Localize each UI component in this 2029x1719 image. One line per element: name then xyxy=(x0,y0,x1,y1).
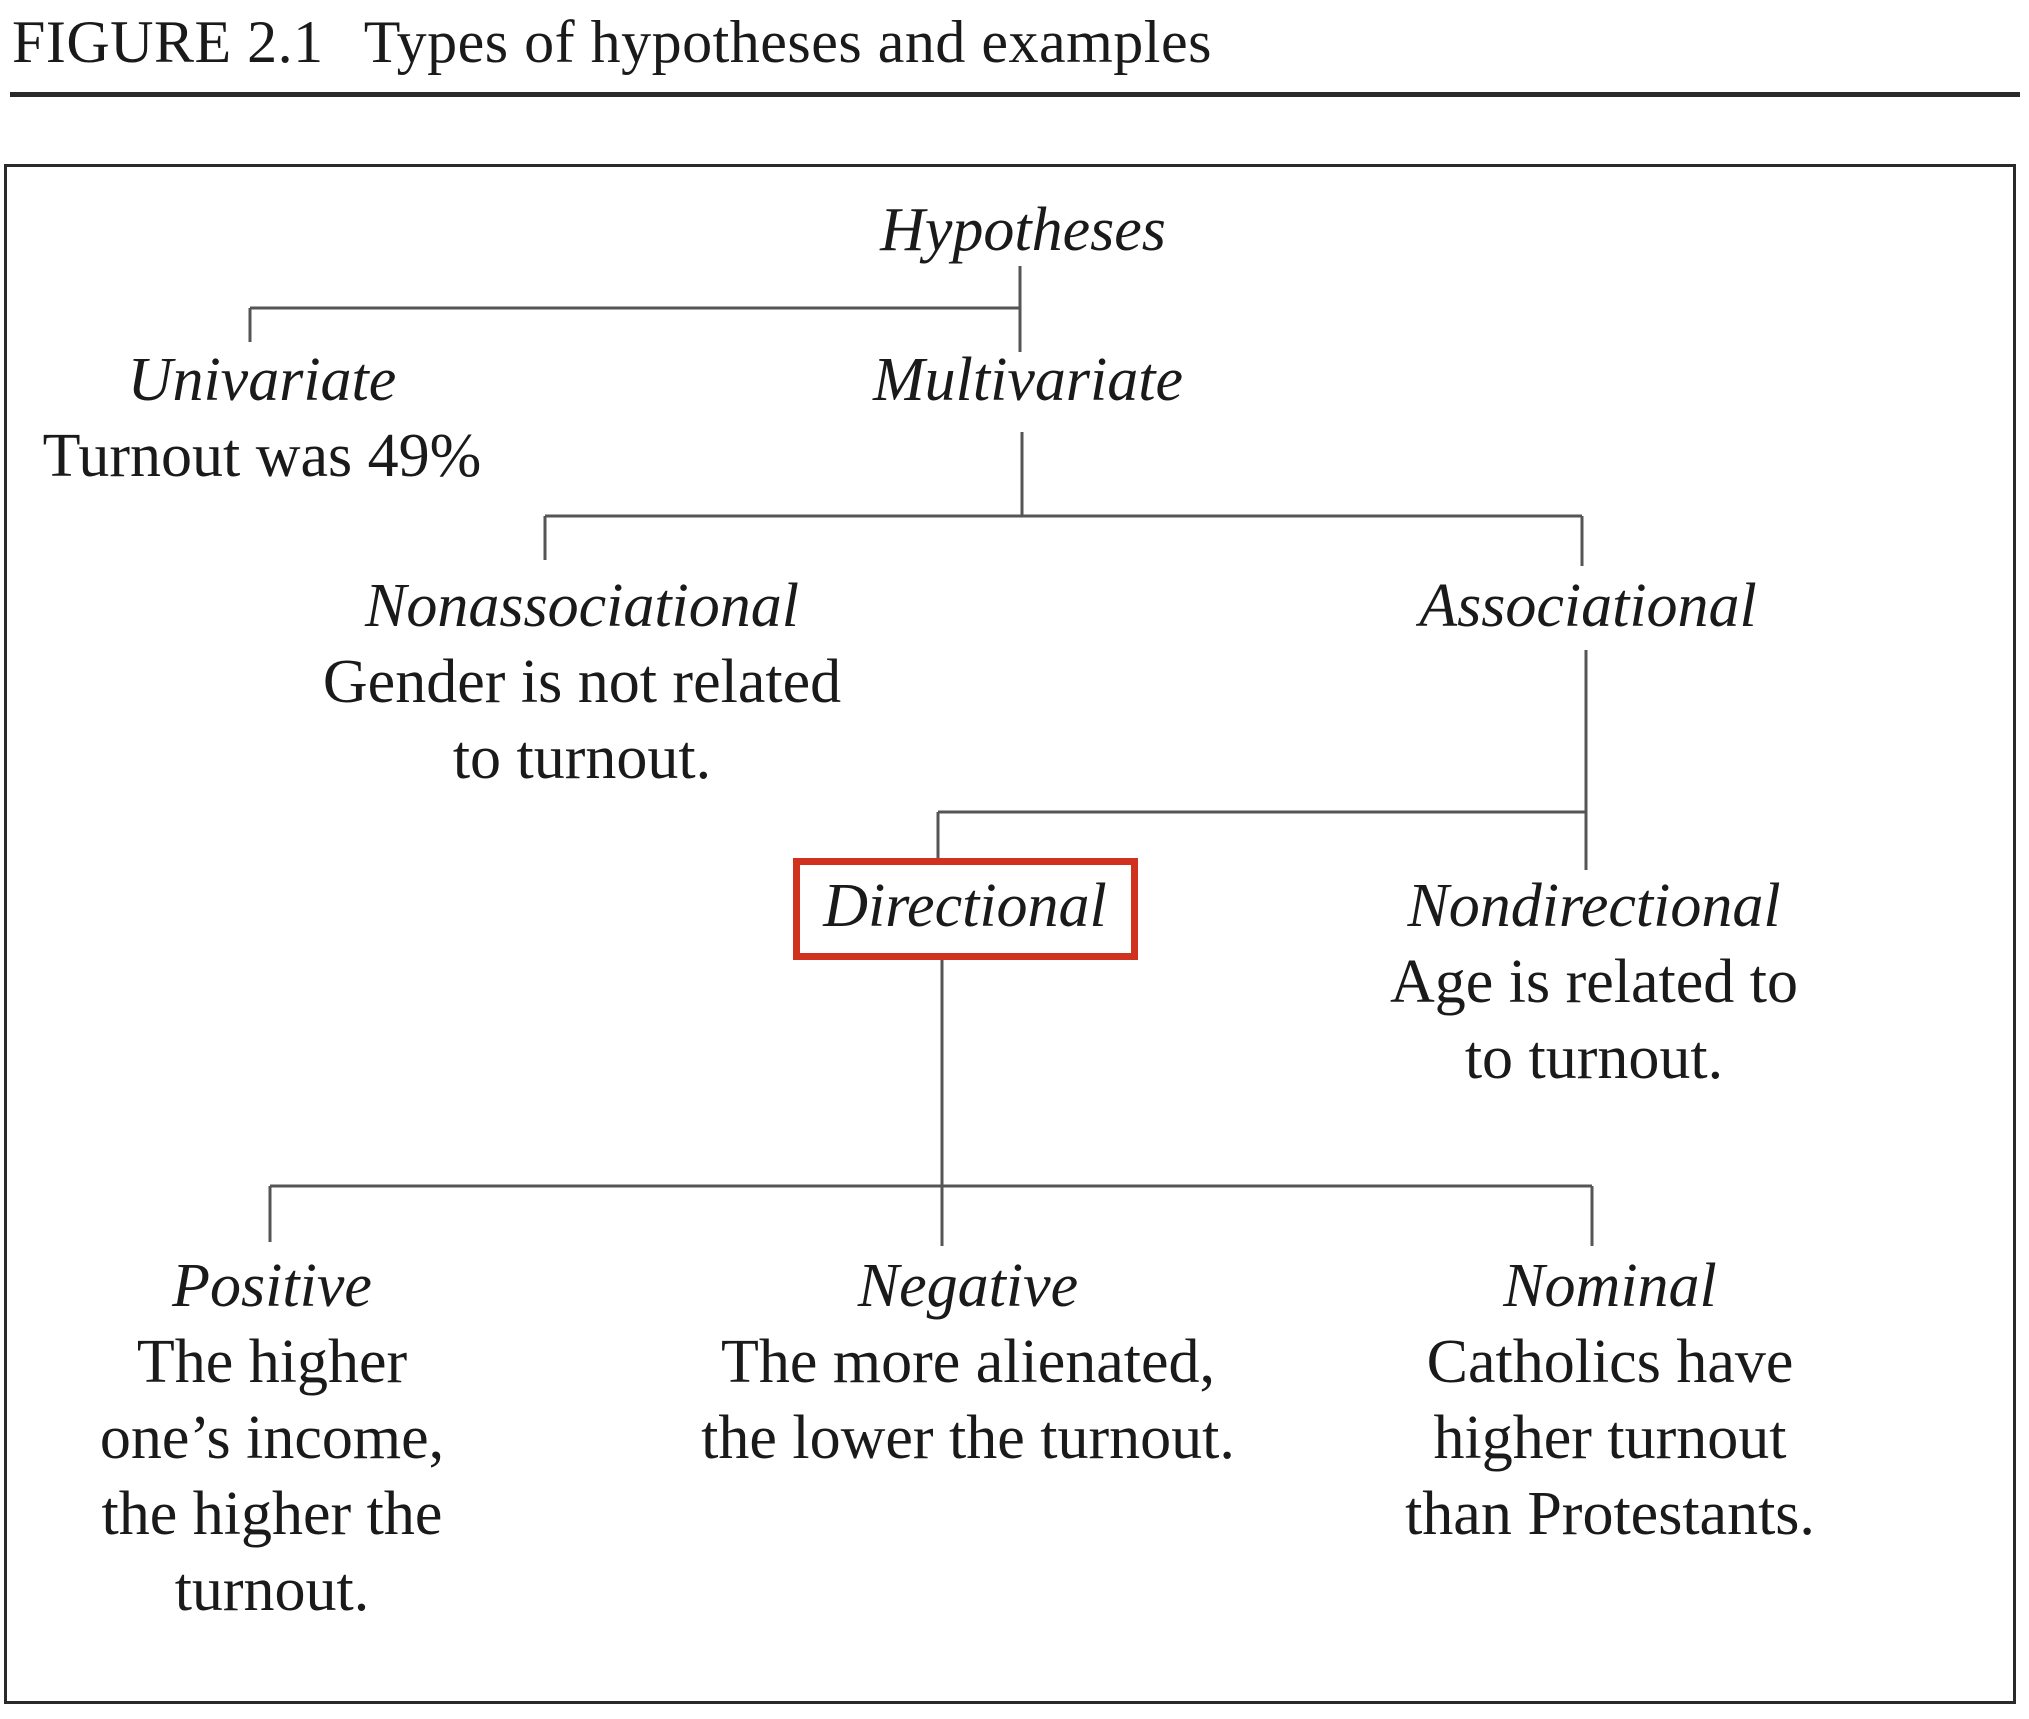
node-example xyxy=(323,644,841,796)
example-line: Age is related to xyxy=(1389,948,1799,1016)
node-nonassociational xyxy=(323,568,841,796)
figure-number: FIGURE 2.1 xyxy=(12,9,324,75)
node-univariate xyxy=(43,342,482,494)
node-label: Nonassociational xyxy=(364,572,800,640)
example-line: the higher the xyxy=(101,1480,443,1548)
connector-multivariate xyxy=(545,432,1582,566)
node-multivariate xyxy=(873,342,1183,418)
node-example xyxy=(1405,1324,1815,1552)
directional-highlight-box xyxy=(793,858,1138,960)
node-example xyxy=(701,1324,1235,1476)
figure-caption: Types of hypotheses and examples xyxy=(363,9,1212,75)
example-line: to turnout. xyxy=(1464,1024,1724,1092)
node-label: Hypotheses xyxy=(880,196,1166,264)
example-line: one’s income, xyxy=(99,1404,445,1472)
example-line: the lower the turnout. xyxy=(701,1404,1235,1472)
example-line: Catholics have xyxy=(1426,1328,1794,1396)
example-line: Gender is not related xyxy=(322,648,842,716)
example-line: to turnout. xyxy=(452,724,712,792)
example-line: than Protestants. xyxy=(1405,1480,1815,1548)
node-negative xyxy=(701,1248,1235,1476)
example-line: Turnout was 49% xyxy=(42,422,482,490)
connector-hypotheses xyxy=(250,266,1020,352)
node-label: Positive xyxy=(172,1252,372,1320)
node-example xyxy=(43,418,482,494)
node-label: Associational xyxy=(1419,572,1757,640)
node-nondirectional xyxy=(1390,868,1798,1096)
node-positive xyxy=(100,1248,444,1628)
node-label: Nominal xyxy=(1503,1252,1717,1320)
example-line: turnout. xyxy=(174,1556,370,1624)
node-label: Directional xyxy=(823,872,1107,940)
node-label: Univariate xyxy=(127,346,397,414)
node-label: Negative xyxy=(857,1252,1079,1320)
node-associational xyxy=(1419,568,1757,644)
node-hypotheses xyxy=(880,192,1166,268)
node-example xyxy=(100,1324,444,1628)
connector-associational xyxy=(938,650,1586,870)
example-line: higher turnout xyxy=(1433,1404,1787,1472)
node-label: Multivariate xyxy=(873,346,1183,414)
example-line: The more alienated, xyxy=(720,1328,1216,1396)
example-line: The higher xyxy=(136,1328,408,1396)
node-nominal xyxy=(1405,1248,1815,1552)
node-label: Nondirectional xyxy=(1407,872,1781,940)
node-example xyxy=(1390,944,1798,1096)
